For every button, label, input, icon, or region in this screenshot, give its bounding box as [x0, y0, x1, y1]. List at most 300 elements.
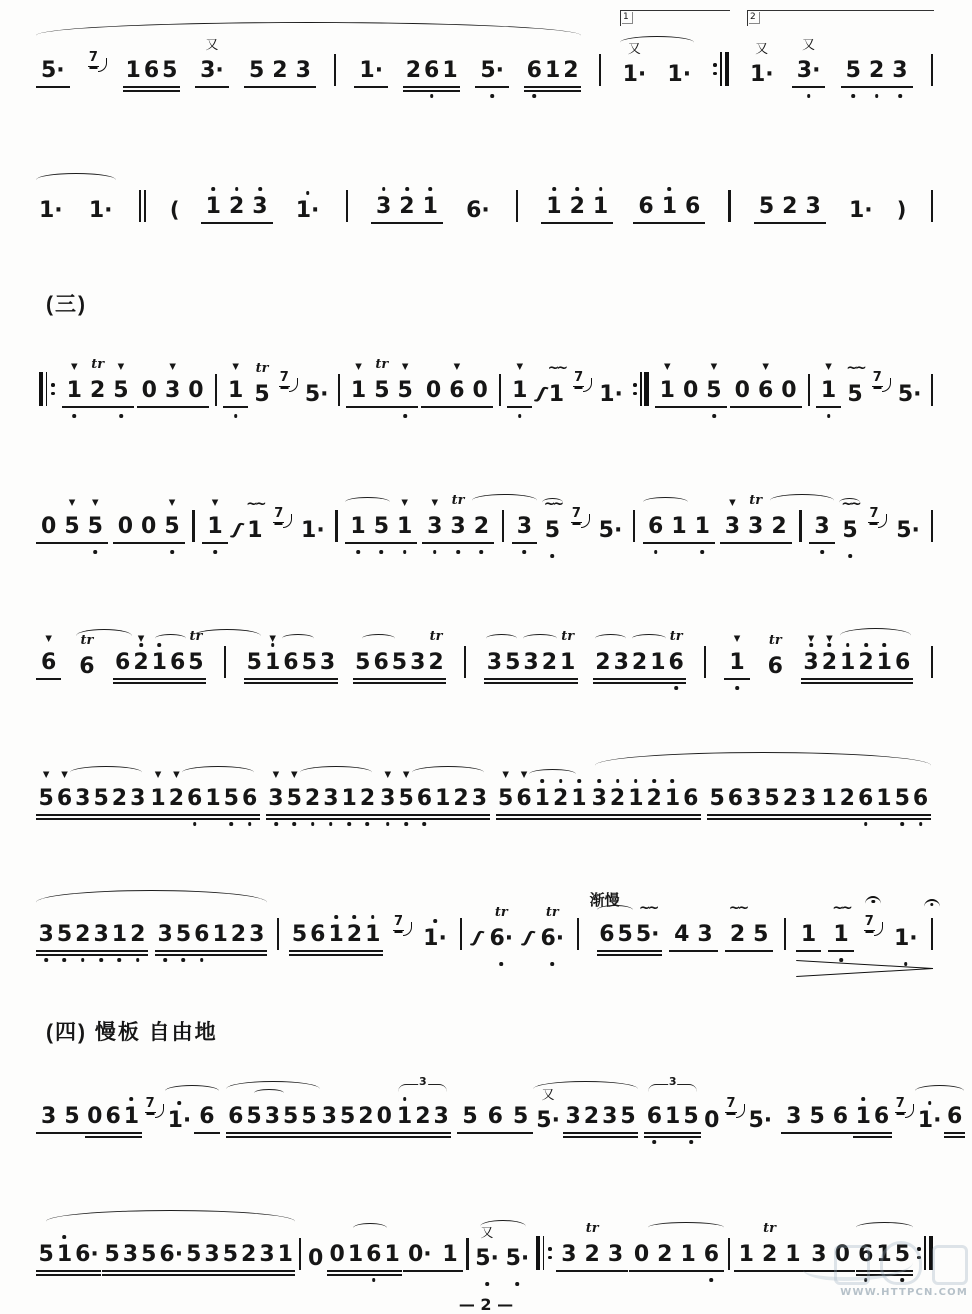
note	[87, 1104, 102, 1130]
grace-hook-icon	[878, 514, 887, 528]
trill-mark: tr	[585, 1221, 599, 1236]
note	[571, 786, 586, 812]
note	[259, 1242, 274, 1268]
note-digit: 3	[803, 650, 819, 675]
section-heading: (四) 慢板 自由地	[46, 1021, 218, 1044]
note-digit: 6	[912, 786, 929, 811]
repeat-dot	[633, 392, 637, 396]
note-digit: 2	[821, 650, 837, 675]
note	[296, 198, 320, 224]
note	[41, 1104, 56, 1130]
low-octave-dot	[213, 550, 217, 554]
note	[104, 1242, 119, 1268]
note	[771, 514, 786, 540]
mordent-mark: ~~	[832, 900, 850, 916]
note-digit: 1	[264, 650, 281, 675]
note	[665, 786, 680, 812]
slur	[770, 494, 834, 507]
note	[565, 1104, 580, 1130]
note	[246, 1104, 261, 1130]
music-system	[36, 608, 936, 700]
note-group	[437, 1242, 462, 1272]
high-octave-dot	[433, 919, 437, 923]
note-digit: 5	[283, 1104, 299, 1129]
note-group	[421, 361, 493, 408]
note-group	[36, 58, 70, 88]
low-octave-dot	[551, 554, 555, 558]
slur	[182, 766, 255, 779]
grace-hook-icon	[155, 1104, 164, 1118]
triplet-bracket	[648, 1075, 697, 1093]
note-group	[403, 58, 460, 88]
note-digit: 0	[41, 514, 57, 539]
trill-mark: tr	[91, 357, 105, 372]
barline	[215, 374, 217, 406]
note	[188, 629, 204, 676]
grace-hook-icon	[882, 378, 891, 392]
note-group	[819, 786, 931, 816]
note	[57, 1242, 72, 1268]
note-digit: 1	[876, 786, 892, 811]
note-group	[475, 58, 509, 88]
note	[489, 905, 514, 952]
note-digit: 2	[584, 1242, 600, 1267]
grace-note	[273, 507, 292, 528]
note	[355, 650, 370, 676]
grace-note	[895, 1097, 914, 1118]
low-octave-dot	[119, 414, 123, 418]
note-group	[354, 58, 388, 88]
note-digit: 5	[512, 1104, 529, 1129]
note-digit: 1	[350, 514, 366, 539]
note-group	[597, 900, 662, 952]
note-group	[293, 198, 323, 224]
note-digit: 3	[75, 786, 91, 811]
note	[278, 1242, 293, 1268]
grace-note	[145, 1097, 164, 1118]
accent-icon: ▼	[355, 361, 362, 372]
note	[423, 926, 447, 952]
mordent-mark: ~~	[638, 900, 657, 916]
high-octave-dot	[235, 187, 239, 191]
music-system	[36, 880, 936, 972]
note-group	[893, 518, 923, 544]
low-octave-dot	[311, 822, 315, 826]
note-group	[533, 1087, 563, 1134]
note-group	[747, 41, 777, 88]
note-group	[846, 198, 876, 224]
note-group	[394, 1075, 451, 1134]
note-digit: 3	[811, 1242, 827, 1267]
note	[553, 786, 568, 812]
high-octave-dot	[63, 1235, 67, 1239]
note-digit: 5	[339, 1104, 356, 1129]
note	[858, 1242, 873, 1268]
note-digit: 4	[674, 922, 690, 947]
note-digit: 0	[188, 378, 204, 403]
note-digit: 5	[87, 514, 103, 539]
slur	[282, 634, 315, 643]
high-octave-dot	[846, 643, 850, 647]
note-digit: 1	[821, 786, 837, 811]
note-group	[853, 1104, 892, 1134]
note	[648, 514, 663, 540]
note-group	[801, 633, 913, 680]
low-octave-dot	[73, 414, 77, 418]
note	[543, 496, 562, 544]
repeat-begin	[536, 1236, 553, 1270]
repeat-end	[632, 372, 649, 406]
grace-digit: 7	[279, 370, 289, 385]
note-digit: 3	[427, 514, 443, 539]
note	[130, 786, 145, 812]
note	[785, 1242, 800, 1268]
note-digit: 0	[834, 1242, 850, 1267]
note-digit: 5	[397, 378, 413, 403]
note-digit: 6	[832, 1104, 849, 1129]
triplet-bracket	[398, 1075, 447, 1093]
accent-icon: ▼	[402, 769, 410, 780]
note	[164, 497, 180, 540]
note	[820, 361, 837, 404]
note-digit: 3	[259, 1242, 275, 1267]
note	[227, 361, 244, 404]
accent-icon: ▼	[61, 769, 68, 780]
low-octave-dot	[653, 1140, 657, 1144]
note	[159, 1242, 183, 1268]
note	[305, 382, 329, 408]
barline	[784, 918, 786, 950]
note	[811, 1242, 826, 1268]
note-digit: 1	[350, 378, 367, 403]
grace-note	[571, 507, 590, 528]
note-group	[36, 1242, 101, 1272]
double-barline	[139, 190, 146, 222]
note-digit: 5	[301, 650, 317, 675]
trill-mark: tr	[189, 629, 203, 644]
low-octave-dot	[550, 962, 554, 966]
note	[442, 1242, 457, 1268]
note	[56, 769, 73, 812]
note	[141, 514, 156, 540]
low-octave-dot	[182, 958, 186, 962]
note	[187, 786, 202, 812]
slur	[155, 634, 186, 643]
note	[599, 382, 623, 408]
note	[749, 1108, 773, 1134]
note	[876, 786, 891, 812]
note	[821, 786, 836, 812]
note	[57, 922, 72, 948]
note	[359, 58, 383, 84]
barline	[460, 918, 462, 950]
accent-icon: ▼	[269, 633, 276, 644]
note-digit: 5	[894, 1242, 910, 1267]
note-digit: 1	[820, 378, 837, 403]
accent-icon: ▼	[68, 497, 76, 508]
accent-icon: ▼	[290, 769, 298, 780]
accent-icon: ▼	[42, 769, 50, 780]
note	[342, 786, 357, 812]
slur	[362, 634, 395, 643]
note-digit: 1	[347, 1242, 364, 1267]
note-digit: 6	[727, 786, 744, 811]
note	[384, 1242, 399, 1268]
note-digit: 3	[323, 786, 339, 811]
accent-icon: ▼	[232, 361, 239, 372]
music-system	[36, 334, 936, 428]
note-digit: 1	[548, 382, 565, 407]
high-octave-dot	[928, 1101, 932, 1105]
low-octave-dot	[485, 1282, 489, 1286]
note	[39, 922, 54, 948]
repeat-dots	[713, 63, 717, 75]
note	[292, 922, 307, 948]
breath-mark: 又	[205, 37, 219, 52]
note	[833, 1104, 848, 1130]
trill-mark: tr	[494, 905, 508, 920]
barline	[139, 190, 141, 222]
note-digit: 6	[310, 922, 326, 947]
note-digit: 5	[544, 518, 561, 543]
note-group	[542, 496, 563, 544]
thick-bar	[644, 372, 648, 406]
note	[442, 58, 457, 84]
note-digit: 3	[433, 1104, 449, 1129]
note	[144, 58, 159, 84]
note	[599, 922, 614, 948]
note-digit: 5	[758, 194, 775, 219]
note	[423, 194, 438, 220]
note-group	[856, 1242, 913, 1272]
note-digit: 1	[422, 194, 438, 219]
note-digit: 3	[268, 786, 284, 811]
note-group	[915, 1108, 945, 1134]
note	[449, 361, 465, 404]
note-digit: 2	[473, 514, 490, 539]
grace-digit: 7	[726, 1096, 736, 1111]
trill-mark: tr	[545, 905, 559, 920]
low-octave-dot	[404, 822, 408, 826]
note-digit: 5	[374, 378, 390, 403]
accent-icon: ▼	[169, 361, 176, 372]
note-digit: 1	[56, 1242, 73, 1267]
note	[786, 1104, 801, 1130]
note	[426, 378, 441, 404]
low-octave-dot	[900, 822, 904, 826]
note	[330, 1242, 345, 1268]
low-octave-dot	[689, 1140, 693, 1144]
note	[168, 1108, 192, 1134]
note-digit: 6	[894, 650, 911, 675]
note-group	[36, 497, 108, 544]
repeat-dots	[51, 383, 55, 395]
low-octave-dot	[193, 822, 197, 826]
slide-ornament-icon: ʃ	[232, 519, 244, 541]
note-digit: 1	[876, 650, 892, 675]
note-digit: 6	[858, 1242, 874, 1267]
music-row	[36, 472, 936, 564]
note-digit: 5	[223, 786, 239, 811]
note-digit: 1	[365, 922, 381, 947]
note-digit: 3	[122, 1242, 139, 1267]
music-system	[36, 472, 936, 564]
note-digit: 2	[453, 786, 469, 811]
note-group	[137, 361, 209, 408]
repeat-dot	[713, 63, 717, 67]
note	[75, 1242, 99, 1268]
note-group	[195, 37, 229, 88]
note	[584, 1104, 599, 1130]
note	[593, 194, 608, 220]
accent-icon: ▼	[92, 497, 99, 508]
note-digit: 0	[141, 378, 157, 403]
note-digit: 1	[397, 514, 413, 539]
slur	[300, 766, 373, 779]
accent-icon: ▼	[154, 769, 162, 780]
note-group	[244, 58, 316, 88]
trill-mark: tr	[768, 633, 782, 648]
note	[462, 1104, 477, 1130]
note-group	[524, 58, 581, 88]
note-digit: 6	[449, 378, 465, 403]
note	[595, 650, 610, 676]
note-group	[85, 1104, 142, 1134]
note-digit: 5	[64, 514, 80, 539]
note	[305, 786, 320, 812]
note-digit: 3	[319, 650, 336, 675]
note-digit: 3	[746, 786, 762, 811]
note-digit: 1	[628, 786, 644, 811]
note	[475, 1225, 499, 1272]
note	[877, 650, 892, 676]
trill-mark: tr	[561, 629, 575, 644]
note-group	[633, 194, 705, 224]
note	[194, 922, 209, 948]
fermata-icon	[924, 899, 940, 910]
note	[66, 361, 82, 404]
note	[264, 633, 281, 676]
accent-icon: ▼	[825, 361, 832, 372]
note-digit: 6	[366, 1242, 382, 1267]
accent-icon: ▼	[401, 497, 408, 508]
note	[647, 786, 662, 812]
slur	[620, 36, 694, 49]
note-group	[746, 1108, 776, 1134]
accent-icon: ▼	[431, 497, 439, 508]
note-digit: 6·	[489, 926, 514, 951]
note-digit: 1	[534, 786, 550, 811]
music-row	[36, 744, 936, 836]
mordent-mark: ~~	[846, 360, 864, 376]
note	[118, 514, 133, 540]
note-digit: 2	[868, 58, 885, 83]
accent-icon: ▼	[384, 769, 392, 780]
note-digit: 5	[505, 650, 521, 675]
high-octave-dot	[861, 1097, 865, 1101]
low-octave-dot	[516, 1282, 520, 1286]
trill-mark: tr	[80, 633, 94, 648]
note-digit: 2	[75, 922, 91, 947]
trill-mark: tr	[763, 1221, 777, 1236]
slur	[632, 634, 666, 643]
volta-number: 1	[622, 12, 633, 24]
note-digit: 3	[264, 1104, 281, 1129]
slur	[856, 1222, 913, 1233]
high-octave-dot	[552, 187, 556, 191]
note-group	[463, 198, 493, 224]
section-heading: (三)	[46, 293, 87, 316]
note	[662, 194, 677, 220]
note-digit: 5	[301, 1104, 317, 1129]
note-group	[251, 361, 272, 408]
mordent-mark: ~~	[246, 496, 264, 512]
note	[322, 1104, 337, 1130]
note-digit: 3	[786, 1104, 802, 1129]
note-digit: 5	[246, 650, 262, 675]
note	[323, 786, 338, 812]
music-row	[36, 880, 936, 972]
high-octave-dot	[575, 187, 579, 191]
note	[614, 650, 629, 676]
note	[849, 198, 873, 224]
note-digit: 5	[64, 1104, 80, 1129]
note-digit: 2	[583, 1104, 600, 1129]
low-octave-dot	[200, 958, 204, 962]
note	[229, 194, 244, 220]
repeat-dot	[51, 392, 55, 396]
low-octave-dot	[712, 414, 716, 418]
note-group	[496, 769, 590, 816]
note-digit: 1	[546, 194, 562, 219]
high-octave-dot	[405, 187, 409, 191]
note-group	[669, 922, 718, 952]
accent-icon: ▼	[762, 361, 769, 372]
note-digit: 0	[117, 514, 133, 539]
note	[347, 922, 362, 948]
high-octave-dot	[428, 187, 432, 191]
note-digit: 6	[646, 1104, 663, 1129]
note	[41, 514, 56, 540]
low-octave-dot	[700, 550, 704, 554]
note-group	[327, 1242, 402, 1272]
note	[350, 514, 365, 540]
note	[89, 357, 106, 404]
note-digit: 0	[376, 1104, 392, 1129]
volta-bracket	[620, 10, 730, 26]
note-digit: 1	[571, 786, 587, 811]
note-digit: 2	[771, 514, 787, 539]
note-digit: 5	[709, 786, 725, 811]
low-octave-dot	[848, 554, 852, 558]
note	[415, 1104, 430, 1130]
low-octave-dot	[851, 94, 855, 98]
note	[252, 194, 267, 220]
accent-icon: ▼	[117, 361, 125, 372]
high-octave-dot	[652, 779, 656, 783]
accent-icon: ▼	[45, 633, 52, 644]
low-octave-dot	[170, 550, 174, 554]
parenthesis: (	[169, 198, 180, 222]
accent-icon: ▼	[71, 361, 78, 372]
note-group	[707, 786, 819, 816]
note	[685, 194, 700, 220]
note-digit: 6	[105, 1104, 121, 1129]
note	[667, 62, 691, 88]
note	[608, 1242, 623, 1268]
grace-note	[88, 51, 107, 72]
high-octave-dot	[178, 1101, 182, 1105]
